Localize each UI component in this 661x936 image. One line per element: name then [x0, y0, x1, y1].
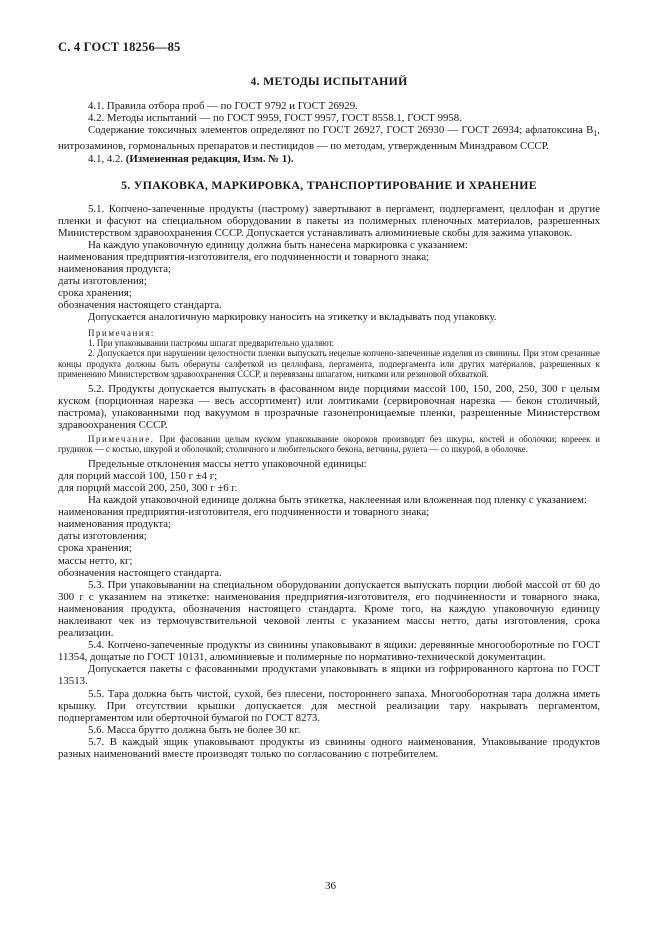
- amendment-prefix: 4.1, 4.2.: [88, 152, 126, 165]
- marking-item: срока хранения;: [58, 287, 132, 300]
- deviation-item: для порций массой 200, 250, 300 г ±6 г.: [58, 481, 238, 494]
- paragraph-5-4: 5.4. Копчено-запеченные продукты из свинины упаковывают в ящики: деревянные многооборотные по ГОСТ 11354, дощатые по ГОСТ 10131, алюминиевые и полимерные по нормативно-технической документации.: [58, 639, 600, 664]
- paragraph-5-2: 5.2. Продукты допускается выпускать в фасованном виде порциями массой 100, 150, 200, 250, 300 г целым куском (порционная нарезка — весь ассортимент) или ломтиками (сервировочная нарезка — бекон столичный, пастрома), упакованными под вакуумом в прозрачные газонепроницаемые пленки, разрешенные Министерством здравоохранения СССР.: [58, 382, 600, 431]
- label-item: массы нетто, кг;: [58, 554, 133, 567]
- page-header: С. 4 ГОСТ 18256—85: [58, 40, 181, 54]
- label-item: даты изготовления;: [58, 530, 147, 543]
- paragraph-4-1: 4.1. Правила отбора проб — по ГОСТ 9792 и ГОСТ 26929.: [88, 100, 358, 112]
- marking-item: даты изготовления;: [58, 275, 147, 288]
- marking-item: наименования предприятия-изготовителя, его подчиненности и товарного знака;: [58, 251, 430, 263]
- page-number: 36: [325, 880, 336, 892]
- note-1: 1. При упаковывании пастромы шпагат предварительно удаляют.: [88, 337, 335, 348]
- label-item: обозначения настоящего стандарта.: [58, 566, 222, 579]
- paragraph-5-7: 5.7. В каждый ящик упаковывают продукты из свинины одного наименования. Упаковывание продуктов разных наименований вместе производят только по согласованию с потребителем.: [58, 735, 600, 761]
- paragraph-5-3: 5.3. При упаковывании на специальном оборудовании допускается выпускать порции любой массой от 60 до 300 г с указанием на этикетке: наименования предприятия-изготовителя, его подчиненности и товарного знака, наименования продукта, обозначения настоящего стандарта. Кроме того, на каждую упаковочную единицу наклеивают чек из термочувствительной чековой ленты с указанием массы нетто, даты изготовления, срока реализации.: [58, 578, 600, 640]
- note-cutting-text: При фасовании целым куском упаковывание окороков производят без шкуры, костей и оболочки; корееек и грудинок — с костью, шкурой и оболочкой; столичного и любительского бекона, ветчины, рулета — со шкурой, в оболочке.: [58, 433, 600, 455]
- marking-label-note: Допускается аналогичную маркировку наносить на этикетку и вкладывать под упаковку.: [88, 311, 497, 324]
- section-4-heading: 4. МЕТОДЫ ИСПЫТАНИЙ: [250, 74, 408, 88]
- deviation-item: для порций массой 100, 150 г ±4 г;: [58, 469, 218, 482]
- paragraph-4-2: 4.2. Методы испытаний — по ГОСТ 9959, ГОСТ 9957, ГОСТ 8558.1, ГОСТ 9958.: [88, 112, 462, 125]
- label-item: наименования продукта;: [58, 518, 172, 531]
- paragraph-toxic-elements: [58, 124, 600, 152]
- paragraph-5-6: 5.6. Масса брутто должна быть не более 30 кг.: [88, 723, 301, 736]
- note-cutting: [58, 434, 600, 455]
- document-body: [58, 74, 600, 760]
- paragraph-5-1: 5.1. Копчено-запеченные продукты (пастрому) завертывают в пергамент, подпергамент, целлофан и другие пленки и фасуют на специальном оборудовании в пакеты из полимерных пленочных материалов, разрешенных Министерством здравоохранения СССР. Допускается устанавливать алюминиевые скобы для зажима упаковок.: [58, 202, 600, 239]
- note-2: 2. Допускается при нарушении целостности пленки выпускать нецелые копчено-запеченные изделия из свинины. При этом срезанные концы продукта должны быть обернуты салфеткой из целлофана, пергамента, подпергамента или других материалов, разрешенных к применению Министерством здравоохранения СССР, и перевязаны шпагатом, нитками или резиновой обхваткой.: [58, 348, 600, 380]
- toxic-text-part2: , нитрозаминов, гормональных препаратов и пестицидов — по методам, утвержденным Минздравом СССР.: [58, 124, 600, 153]
- section-5-heading: 5. УПАКОВКА, МАРКИРОВКА, ТРАНСПОРТИРОВАНИЕ И ХРАНЕНИЕ: [121, 177, 537, 192]
- marking-item: обозначения настоящего стандарта.: [58, 299, 222, 312]
- marking-item: наименования продукта;: [58, 263, 172, 276]
- label-item: срока хранения;: [58, 542, 132, 555]
- notes-title: Примечания:: [88, 327, 155, 338]
- deviation-intro: Предельные отклонения массы нетто упаковочной единицы:: [88, 457, 367, 470]
- paragraph-amendment: [58, 153, 600, 165]
- toxic-subscript: 1: [593, 129, 598, 139]
- paragraph-5-4-cardboard: Допускается пакеты с фасованными продуктами упаковывать в ящики из гофрированного картона по ГОСТ 13513.: [58, 663, 600, 688]
- marking-intro: На каждую упаковочную единицу должна быть нанесена маркировка с указанием:: [88, 238, 469, 251]
- paragraph-5-5: 5.5. Тара должна быть чистой, сухой, без плесени, постороннего запаха. Многооборотная тара должна иметь крышку. При отсутствии крышки допускается для местной реализации тару накрывать пергаментом, подпергаментом или оберточной бумагой по ГОСТ 8273.: [58, 687, 600, 724]
- amendment-note: (Измененная редакция, Изм. № 1).: [125, 152, 294, 165]
- label-intro: На каждой упаковочной единице должна быть этикетка, наклеенная или вложенная под пленку с указанием:: [88, 494, 587, 507]
- label-item: наименования предприятия-изготовителя, его подчиненности и товарного знака;: [58, 506, 430, 519]
- toxic-text-part1: Содержание токсичных элементов определяют по ГОСТ 26927, ГОСТ 26930 — ГОСТ 26934; афлатоксина B: [88, 124, 594, 137]
- note-cutting-title: Примечание.: [88, 433, 155, 444]
